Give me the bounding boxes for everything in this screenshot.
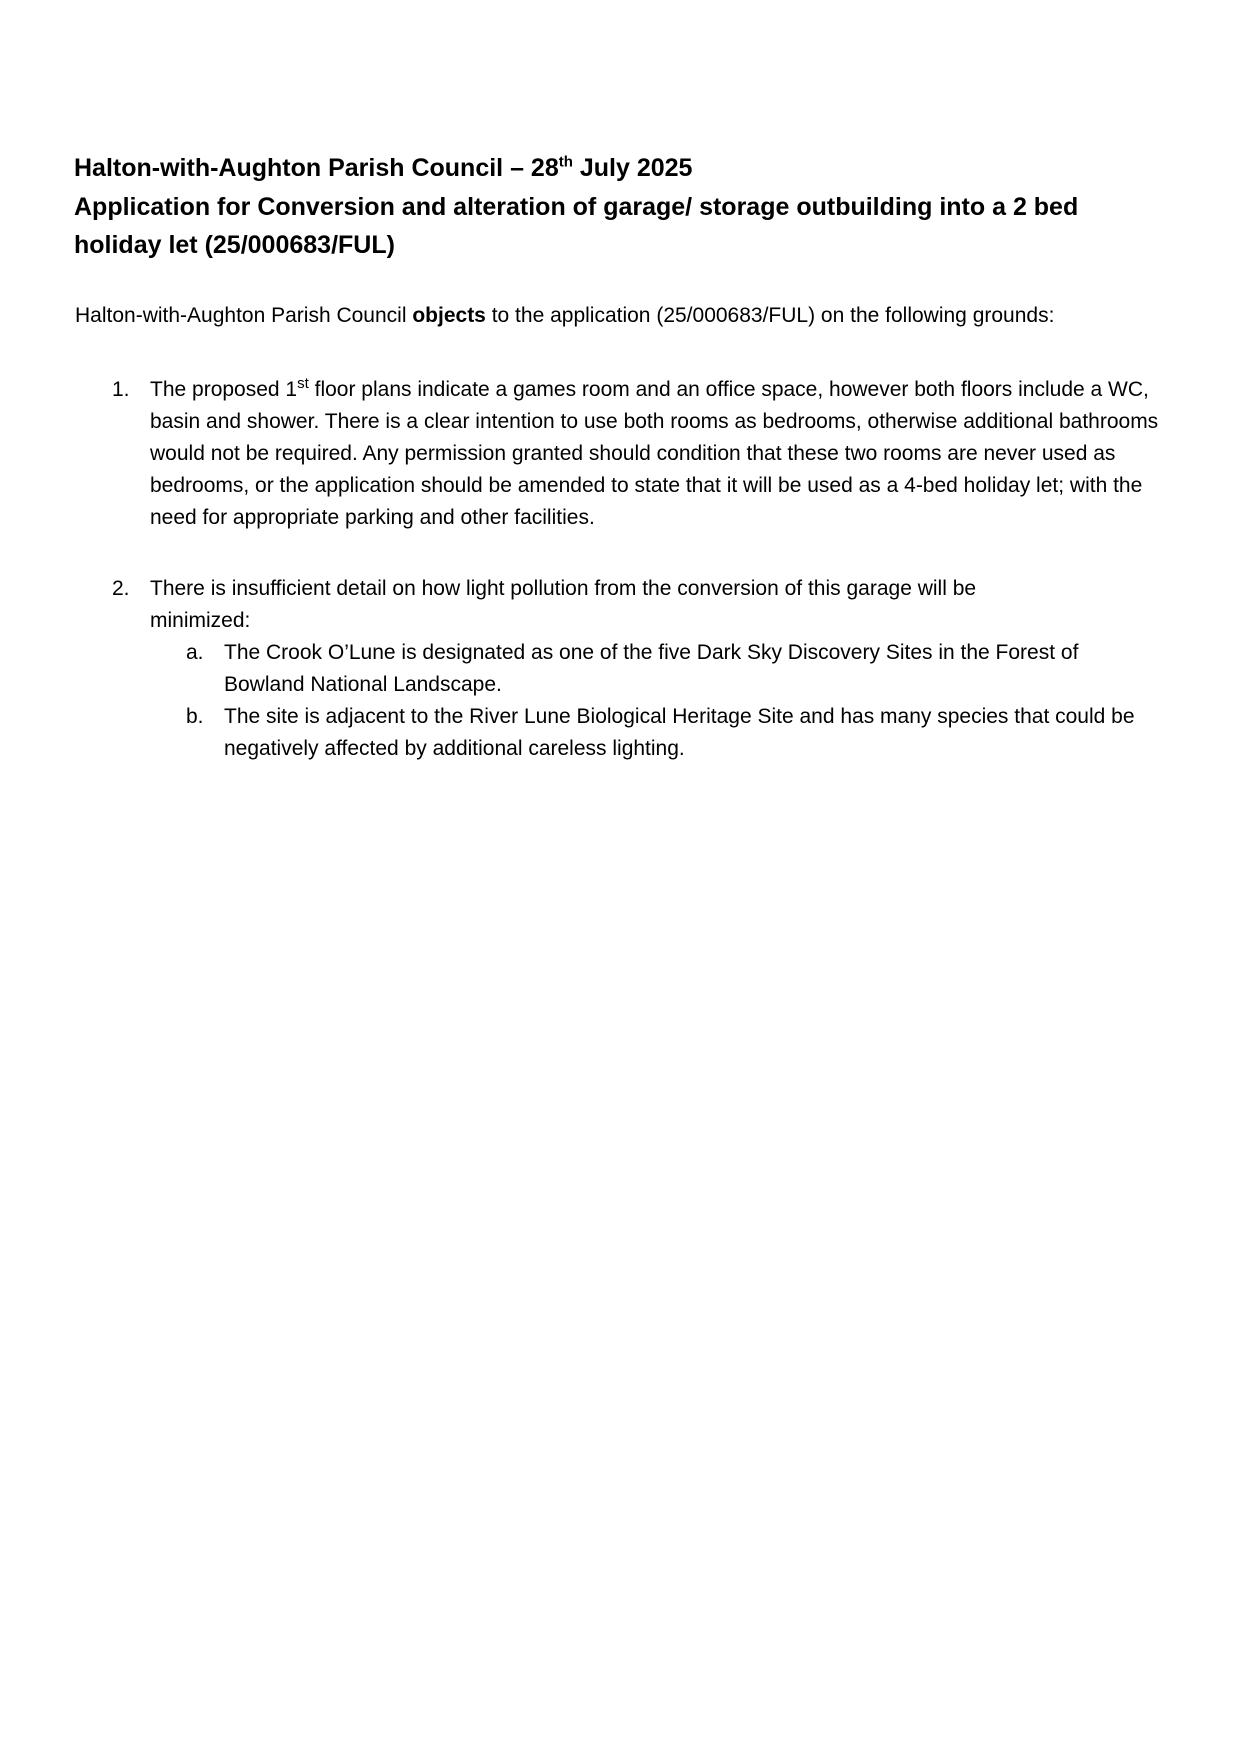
list-item-number: 2. [112,577,130,600]
document-subtitle-line1: Application for Conversion and alteration of garage/ storage outbuilding into a 2 bed [74,193,1079,221]
list-item-number: 1. [112,378,130,401]
sub-list-item-letter: a. [186,641,204,664]
sub-list-item-text: The Crook O’Lune is designated as one of the five Dark Sky Discovery Sites in the Forest of Bowland National Landscape. [224,641,1079,696]
sub-list-item-text: The site is adjacent to the River Lune Biological Heritage Site and has many species that could be negatively affected by additional careless lighting. [224,705,1135,760]
list-item-text [150,374,1190,534]
title-superscript: th [558,153,573,171]
document-subtitle-line2: holiday let (25/000683/FUL) [74,231,395,259]
list-item-text: There is insufficient detail on how light pollution from the conversion of this garage will be minimized: [150,577,977,632]
intro-paragraph [75,300,1185,332]
intro-bold-objects: objects [412,304,486,327]
title-suffix: July 2025 [572,154,693,182]
item-1-text-suffix: floor plans indicate a games room and an office space, however both floors include a WC, basin and shower. There is a clear intention to use both rooms as bedrooms, otherwise additional bathrooms would not be required. Any permission granted should condition that these two rooms are never used as bedrooms, or the application should be amended to state that it will be used as a 4-bed holiday let; with the need for appropriate parking and other facilities. [150,378,1159,529]
sub-list-item-letter: b. [186,705,204,728]
title-prefix: Halton-with-Aughton Parish Council – 28 [74,154,559,182]
item-1-text-prefix: The proposed 1 [150,378,298,401]
item-1-superscript: st [297,375,309,392]
intro-suffix: to the application (25/000683/FUL) on the following grounds: [485,304,1055,327]
document-title [74,149,1154,187]
intro-prefix: Halton-with-Aughton Parish Council [75,304,413,327]
